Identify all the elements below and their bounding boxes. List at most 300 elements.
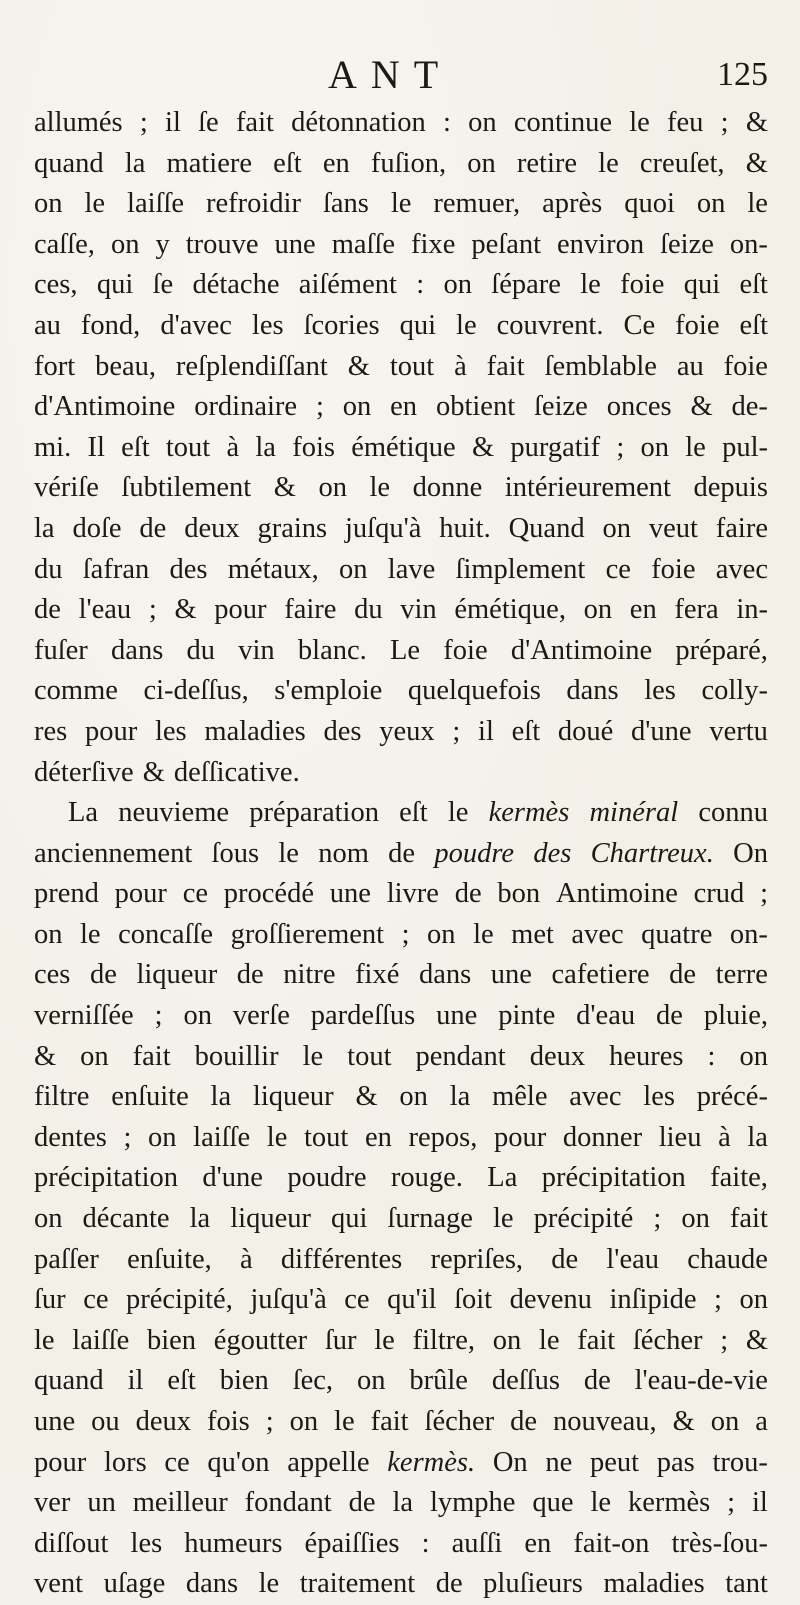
word: d'avec bbox=[160, 309, 232, 341]
word: creuſet, bbox=[639, 147, 725, 179]
word: pour bbox=[84, 715, 138, 747]
word: émétique bbox=[351, 431, 456, 463]
word: concaſſe bbox=[118, 918, 214, 950]
word: d'eau bbox=[576, 1000, 636, 1032]
word: on bbox=[148, 1121, 177, 1153]
word: ſeize bbox=[534, 391, 588, 423]
text-line bbox=[34, 874, 768, 915]
word: dans bbox=[566, 675, 619, 707]
word: ſe bbox=[152, 269, 174, 301]
word: La bbox=[68, 797, 99, 829]
word: ce bbox=[182, 878, 209, 910]
word: dans bbox=[111, 634, 164, 666]
word: eſt bbox=[273, 147, 302, 179]
word: qui bbox=[399, 309, 437, 341]
word: avec bbox=[569, 1081, 622, 1113]
word: de bbox=[89, 959, 117, 991]
text-line bbox=[34, 1564, 768, 1605]
word: nom bbox=[318, 837, 369, 869]
word: faire bbox=[284, 594, 337, 626]
word: ; bbox=[653, 1203, 662, 1235]
text-line bbox=[34, 1077, 768, 1118]
word: les bbox=[154, 715, 187, 747]
text-line bbox=[34, 306, 768, 347]
word: le bbox=[580, 269, 601, 301]
word: il bbox=[752, 1487, 768, 1519]
word: très-ſou- bbox=[671, 1527, 768, 1559]
word: veut bbox=[648, 512, 698, 544]
word: on bbox=[443, 269, 472, 301]
text-line bbox=[34, 103, 768, 144]
word: précipitation bbox=[541, 1162, 686, 1194]
word: bien bbox=[219, 1365, 269, 1397]
word: auſſi bbox=[451, 1527, 503, 1559]
word: la bbox=[210, 1081, 232, 1113]
word: trouve bbox=[185, 228, 259, 260]
word: Il bbox=[87, 431, 105, 463]
word: on bbox=[80, 1040, 109, 1072]
word: ne bbox=[545, 1446, 573, 1478]
text-line bbox=[34, 184, 768, 225]
word: brûle bbox=[409, 1365, 468, 1397]
word: de bbox=[454, 878, 482, 910]
word: la bbox=[449, 1081, 471, 1113]
word: d'Antimoine bbox=[34, 391, 176, 423]
word: continue bbox=[513, 107, 612, 138]
word: à bbox=[718, 1121, 731, 1153]
word: des bbox=[169, 553, 208, 585]
word: ordinaire bbox=[194, 391, 298, 423]
word: remuer, bbox=[433, 188, 521, 220]
word: filtre, bbox=[412, 1324, 476, 1356]
word: peut bbox=[589, 1446, 640, 1478]
word: enſuite, bbox=[127, 1243, 212, 1275]
word: bien bbox=[146, 1324, 197, 1356]
word: on bbox=[710, 1406, 740, 1437]
word: les bbox=[644, 675, 676, 707]
word: comme bbox=[34, 675, 118, 707]
word: ſeize bbox=[660, 228, 714, 260]
word: fondant bbox=[244, 1487, 332, 1519]
word: dans bbox=[185, 1568, 239, 1600]
word: de bbox=[139, 512, 167, 544]
word: foie bbox=[723, 350, 768, 382]
word: intérieurement bbox=[504, 472, 671, 504]
word: la bbox=[747, 1121, 768, 1153]
word: eſt bbox=[399, 797, 428, 829]
word: beau, bbox=[95, 350, 156, 382]
word: ce bbox=[83, 1284, 109, 1316]
word: : bbox=[421, 1527, 430, 1559]
word: deux bbox=[529, 1040, 586, 1072]
word: fait-on bbox=[573, 1527, 650, 1559]
word: foie bbox=[675, 309, 720, 341]
text-line bbox=[34, 1483, 768, 1524]
text-line bbox=[34, 1037, 768, 1078]
word: la bbox=[255, 431, 276, 463]
word: le bbox=[302, 1040, 324, 1072]
text-line bbox=[34, 144, 768, 185]
word: qu'il bbox=[387, 1284, 437, 1316]
word: eſt bbox=[739, 269, 768, 301]
word: précé- bbox=[696, 1081, 768, 1113]
word: y bbox=[155, 228, 170, 260]
word: fuſion, bbox=[370, 147, 447, 179]
word: le bbox=[747, 188, 768, 220]
word: maladies bbox=[204, 715, 306, 747]
word: le bbox=[447, 797, 469, 829]
word: pour bbox=[114, 878, 167, 910]
word: ſimplement bbox=[455, 553, 586, 585]
text-line bbox=[34, 915, 768, 956]
word: on bbox=[289, 1406, 319, 1437]
word: le bbox=[598, 147, 619, 179]
word: pour bbox=[34, 1446, 87, 1478]
word: on bbox=[339, 553, 368, 585]
word: de bbox=[236, 959, 264, 991]
word: une bbox=[490, 959, 532, 991]
word: que bbox=[532, 1487, 574, 1519]
word: fait bbox=[577, 1324, 616, 1356]
word: le bbox=[473, 918, 494, 950]
word: doué bbox=[557, 715, 614, 747]
word: fera bbox=[674, 594, 719, 626]
word: dans bbox=[418, 959, 472, 991]
italic-word: kermès. bbox=[387, 1446, 476, 1478]
text-line bbox=[34, 1199, 768, 1240]
word: deſſus bbox=[491, 1365, 560, 1397]
word: détache bbox=[192, 269, 280, 301]
word: on bbox=[399, 1081, 428, 1113]
word: & bbox=[34, 1040, 57, 1072]
word: le bbox=[334, 1406, 355, 1437]
word: le bbox=[34, 1324, 55, 1356]
word: procédé bbox=[223, 878, 314, 910]
word: ſépare bbox=[491, 269, 561, 301]
word: un bbox=[87, 1487, 116, 1519]
word: on bbox=[183, 1000, 212, 1032]
word: de bbox=[583, 1365, 611, 1397]
word: eſt bbox=[511, 715, 541, 747]
word: crud bbox=[693, 878, 745, 910]
word: obtient bbox=[435, 391, 516, 423]
text-line bbox=[34, 1158, 768, 1199]
text-line bbox=[34, 1524, 768, 1565]
word: on bbox=[467, 147, 496, 179]
word: du bbox=[186, 634, 216, 666]
word: diſſout bbox=[34, 1527, 109, 1559]
word: en bbox=[364, 1121, 392, 1153]
word: foie bbox=[651, 553, 696, 585]
word: précipitation bbox=[34, 1162, 179, 1194]
word: ces bbox=[34, 959, 71, 991]
word: maladies bbox=[603, 1568, 705, 1600]
word: avec bbox=[715, 553, 768, 585]
word: fuſer bbox=[34, 634, 88, 666]
word: allumés bbox=[34, 107, 123, 138]
word: liqueur bbox=[136, 959, 218, 991]
word: ſafran bbox=[82, 553, 150, 585]
word: d'une bbox=[631, 715, 692, 747]
word: ; bbox=[315, 391, 324, 423]
body-text bbox=[34, 103, 768, 1605]
word: de bbox=[34, 594, 61, 626]
word: pinte bbox=[498, 1000, 556, 1032]
text-line bbox=[34, 468, 768, 509]
word: détonnation bbox=[291, 107, 426, 138]
word: précipité, bbox=[126, 1284, 233, 1316]
text-line bbox=[34, 753, 768, 794]
word: en bbox=[524, 1527, 552, 1559]
word: ou bbox=[91, 1406, 120, 1437]
word: en bbox=[390, 391, 418, 423]
word: ce bbox=[164, 1446, 190, 1478]
word: environ bbox=[557, 228, 645, 260]
word: groſſierement bbox=[230, 918, 385, 950]
word: vertu bbox=[709, 715, 768, 747]
word: l'eau bbox=[78, 594, 132, 626]
word: poudre bbox=[287, 1162, 367, 1194]
word: inſipide bbox=[609, 1284, 697, 1316]
word: métaux, bbox=[227, 553, 319, 585]
word: la bbox=[392, 1487, 414, 1519]
word: verniſſée bbox=[34, 1000, 134, 1032]
word: terre bbox=[715, 959, 768, 991]
word: laiſſe bbox=[72, 1324, 130, 1356]
word: fois bbox=[206, 1406, 250, 1437]
word: ſcories bbox=[303, 309, 380, 341]
word: ; bbox=[265, 1406, 274, 1437]
word: l'eau bbox=[606, 1243, 659, 1275]
word: livre bbox=[386, 878, 439, 910]
word: fait bbox=[132, 1040, 171, 1072]
word: donner bbox=[562, 1121, 643, 1153]
word: on bbox=[318, 472, 347, 504]
word: On bbox=[492, 1446, 528, 1478]
word: lors bbox=[103, 1446, 147, 1478]
word: le bbox=[258, 1568, 280, 1600]
word: l'eau-de-vie bbox=[634, 1365, 768, 1397]
word: différentes bbox=[280, 1243, 403, 1275]
text-line bbox=[34, 1361, 768, 1402]
word: pluſieurs bbox=[483, 1568, 583, 1600]
word: la bbox=[124, 147, 146, 179]
word: peſant bbox=[471, 228, 542, 260]
word: huit. bbox=[439, 512, 491, 544]
word: à bbox=[226, 431, 240, 463]
word: des bbox=[323, 715, 362, 747]
word: quoi bbox=[624, 188, 675, 220]
word: repriſes, bbox=[430, 1243, 524, 1275]
word: trou- bbox=[712, 1446, 768, 1478]
word: quatre bbox=[641, 918, 713, 950]
word: juſqu'à bbox=[250, 1284, 327, 1316]
word: verſe bbox=[232, 1000, 290, 1032]
word: de bbox=[510, 1406, 538, 1437]
word: de bbox=[435, 1568, 463, 1600]
word: le bbox=[374, 1324, 395, 1356]
word: préparé, bbox=[675, 634, 768, 666]
word: nitre bbox=[283, 959, 336, 991]
word: & bbox=[174, 594, 197, 626]
word: le bbox=[84, 188, 106, 220]
word: les bbox=[130, 1527, 163, 1559]
word: précipité bbox=[533, 1203, 634, 1235]
word: quand bbox=[34, 147, 104, 179]
word: traitement bbox=[299, 1568, 416, 1600]
word: on bbox=[583, 594, 613, 626]
text-line bbox=[34, 955, 768, 996]
word: fait bbox=[370, 1406, 409, 1437]
word: couvrent. bbox=[496, 309, 604, 341]
word: foie bbox=[620, 269, 665, 301]
word: pluie, bbox=[703, 1000, 768, 1032]
word: refroidir bbox=[206, 188, 301, 220]
word: qui bbox=[331, 1203, 368, 1235]
word: les bbox=[643, 1081, 675, 1113]
word: de bbox=[388, 837, 416, 869]
word: ; bbox=[727, 1487, 736, 1519]
word: fait bbox=[235, 107, 274, 138]
word: de- bbox=[731, 391, 768, 423]
word: mi. bbox=[34, 431, 72, 463]
word: foie bbox=[443, 634, 488, 666]
word: in- bbox=[736, 594, 768, 626]
text-line bbox=[34, 347, 768, 388]
word: on bbox=[640, 431, 669, 463]
word: lave bbox=[387, 553, 436, 585]
word: fait bbox=[486, 350, 525, 382]
word: & bbox=[745, 1324, 768, 1356]
word: & bbox=[690, 391, 713, 423]
word: ſécher bbox=[424, 1406, 495, 1437]
word: kermès bbox=[627, 1487, 711, 1519]
word: prend bbox=[34, 878, 99, 910]
text-line bbox=[34, 509, 768, 550]
word: enſuite bbox=[111, 1081, 189, 1113]
word: fixé bbox=[355, 959, 400, 991]
word: pul- bbox=[722, 431, 768, 463]
word: ſemblable bbox=[544, 350, 657, 382]
word: ; bbox=[401, 918, 410, 950]
word: on bbox=[492, 1324, 522, 1356]
word: pour bbox=[494, 1121, 547, 1153]
word: ; bbox=[139, 107, 148, 138]
word: bon bbox=[497, 878, 541, 910]
word: ; bbox=[760, 878, 768, 910]
word: ci-deſſus, bbox=[143, 675, 249, 707]
word: connu bbox=[698, 797, 768, 829]
word: ſécher bbox=[632, 1324, 703, 1356]
word: dentes bbox=[34, 1121, 107, 1153]
word: On bbox=[733, 837, 768, 869]
word: Ce bbox=[623, 309, 656, 341]
word: une bbox=[34, 1406, 76, 1437]
word: humeurs bbox=[184, 1527, 283, 1559]
word: on- bbox=[729, 918, 768, 950]
word: du bbox=[34, 553, 63, 585]
word: ſoit bbox=[454, 1284, 493, 1316]
word: après bbox=[542, 188, 603, 220]
word: & bbox=[745, 107, 768, 138]
word: uſage bbox=[103, 1568, 166, 1600]
word: ſur bbox=[324, 1324, 357, 1356]
word: Le bbox=[390, 634, 421, 666]
word: vériſe bbox=[34, 472, 99, 504]
word: on bbox=[696, 188, 726, 220]
word: le bbox=[685, 431, 706, 463]
word: la bbox=[189, 1203, 211, 1235]
text-line bbox=[34, 550, 768, 591]
word: ſous bbox=[211, 837, 260, 869]
word: les bbox=[251, 309, 284, 341]
word: de bbox=[348, 1487, 376, 1519]
word: on bbox=[34, 918, 63, 950]
word: deux bbox=[135, 1406, 191, 1437]
text-line bbox=[34, 265, 768, 306]
word: juſqu'à bbox=[345, 512, 422, 544]
word: reſplendiſſant bbox=[175, 350, 328, 382]
running-head bbox=[0, 52, 800, 98]
text-line bbox=[34, 631, 768, 672]
text-line bbox=[34, 387, 768, 428]
word: eſt bbox=[739, 309, 768, 341]
italic-word: kermès bbox=[488, 797, 570, 829]
word: égoutter bbox=[213, 1324, 308, 1356]
word: ; bbox=[714, 1284, 722, 1316]
word: deux bbox=[184, 512, 240, 544]
word: donne bbox=[412, 472, 483, 504]
word: laiſſe bbox=[127, 188, 185, 220]
word: à bbox=[454, 350, 467, 382]
word: il bbox=[127, 1365, 144, 1397]
word: purgatif bbox=[510, 431, 601, 463]
word: le bbox=[493, 1203, 514, 1235]
word: le bbox=[266, 1121, 288, 1153]
word: ; bbox=[148, 594, 157, 626]
word: au bbox=[676, 350, 704, 382]
word: tout bbox=[165, 431, 211, 463]
word: tout bbox=[347, 1040, 392, 1072]
word: on bbox=[739, 1040, 768, 1072]
text-line bbox=[34, 793, 768, 834]
word: pardeſſus bbox=[310, 1000, 416, 1032]
text-line bbox=[34, 1118, 768, 1159]
word: déterſive bbox=[34, 756, 134, 788]
word: on bbox=[602, 512, 631, 544]
text-line bbox=[34, 1240, 768, 1281]
word: ; bbox=[123, 1121, 132, 1153]
word: la bbox=[34, 512, 55, 544]
word: bouillir bbox=[194, 1040, 279, 1072]
word: de bbox=[551, 1243, 579, 1275]
word: du bbox=[354, 594, 383, 626]
word: res bbox=[34, 715, 68, 747]
word: grains bbox=[257, 512, 328, 544]
word: lymphe bbox=[429, 1487, 516, 1519]
word: liqueur bbox=[230, 1203, 311, 1235]
word: La bbox=[487, 1162, 518, 1194]
word: d'une bbox=[202, 1162, 263, 1194]
word: & bbox=[273, 472, 296, 504]
word: fait bbox=[729, 1203, 768, 1235]
word: depuis bbox=[693, 472, 768, 504]
text-line bbox=[34, 225, 768, 266]
word: meilleur bbox=[132, 1487, 228, 1519]
text-line bbox=[34, 834, 768, 875]
word: ſur bbox=[34, 1284, 66, 1316]
word: onces bbox=[606, 391, 672, 423]
